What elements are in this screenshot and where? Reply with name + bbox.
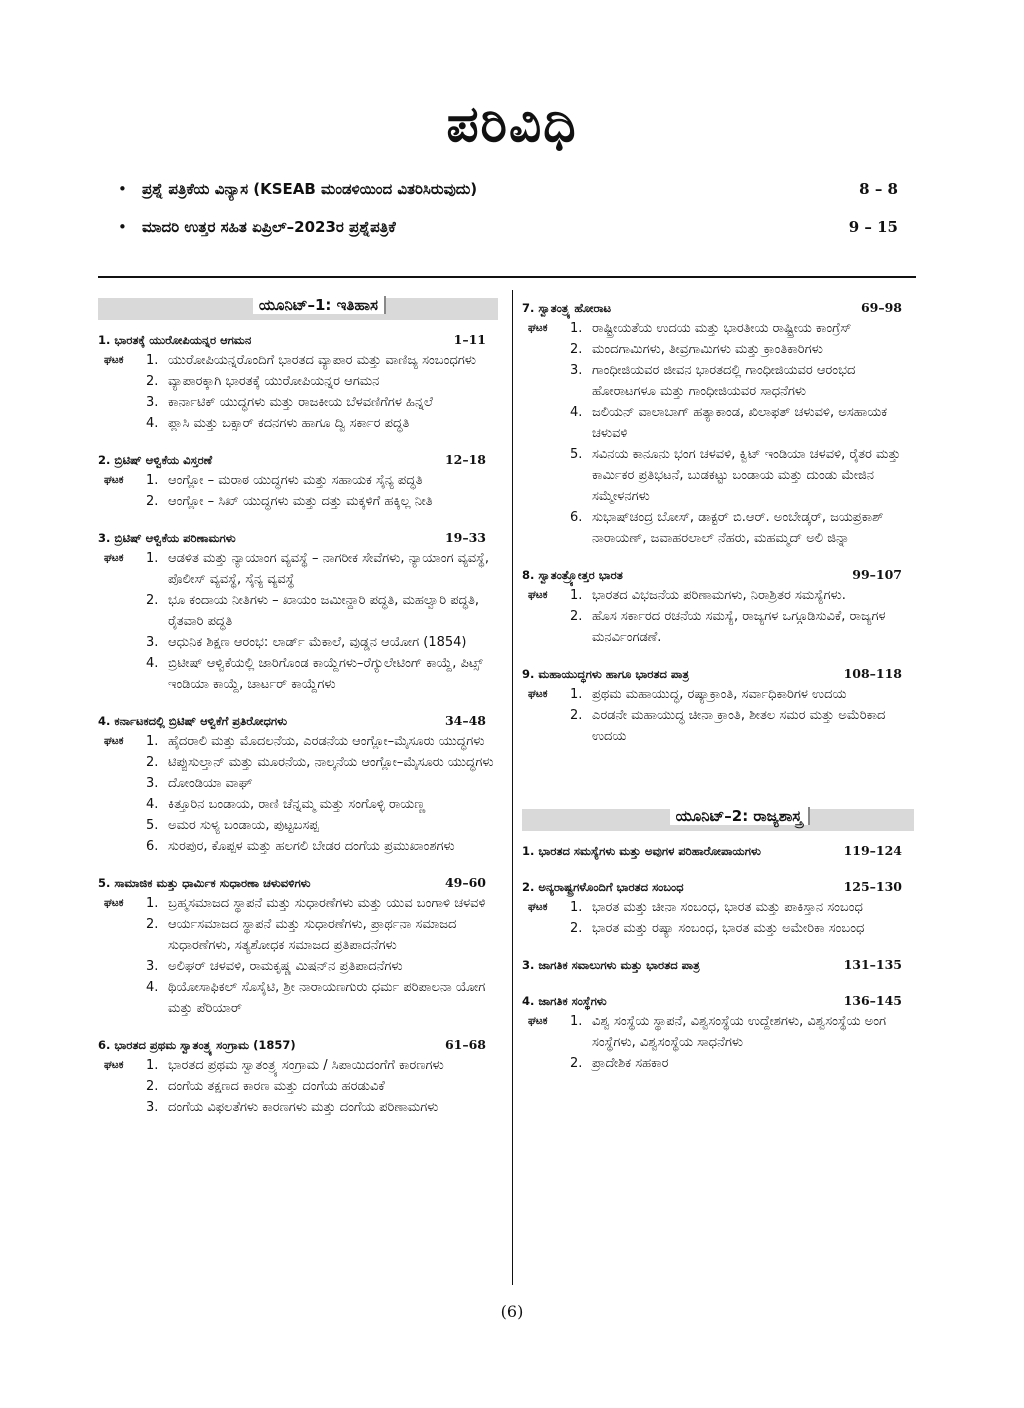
topic-number: 2. [146, 374, 159, 389]
chapter-title: 4. ಕರ್ನಾಟಕದಲ್ಲಿ ಬ್ರಿಟಿಷ್ ಆಳ್ವಿಕೆಗೆ ಪ್ರತಿರೋಧಗಳು [98, 714, 288, 728]
topic-text: ಭಾರತ ಮತ್ತು ರಷ್ಯಾ ಸಂಬಂಧ, ಭಾರತ ಮತ್ತು ಅಮೇರಿಕಾ ಸಂಬಂಧ [592, 921, 865, 936]
chapter-heading [98, 330, 498, 350]
chapter-heading [98, 1035, 498, 1055]
top-item-pages: 8 – 8 [859, 180, 898, 198]
topic-text: ಮಂದಗಾಮಿಗಳು, ತೀವ್ರಗಾಮಿಗಳು ಮತ್ತು ಕ್ರಾಂತಿಕಾರಿಗಳು [592, 342, 823, 357]
topic-item [522, 444, 914, 507]
topics-label: ಘಟಕ [528, 589, 548, 601]
topic-text: ಆಡಳಿತ ಮತ್ತು ನ್ಯಾಯಾಂಗ ವ್ಯವಸ್ಥೆ – ನಾಗರೀಕ ಸೇವೆಗಳು, ನ್ಯಾಯಾಂಗ ವ್ಯವಸ್ಥೆ, ಪೊಲೀಸ್ ವ್ಯವಸ್ಥೆ, ಸೈನ್ಯ ವ್ಯವಸ್ಥೆ [168, 551, 489, 587]
topic-number: 2. [570, 708, 583, 723]
topic-number: 1. [146, 896, 159, 911]
topic-item [98, 815, 498, 836]
topic-number: 1. [146, 353, 159, 368]
topic-item [98, 371, 498, 392]
topic-text: ಬ್ರಿಟೀಷ್ ಆಳ್ವಿಕೆಯಲ್ಲಿ ಜಾರಿಗೊಂಡ ಕಾಯ್ದೆಗಳು–ರೆಗ್ಯುಲೇಟಿಂಗ್ ಕಾಯ್ದೆ, ಪಿಟ್ಸ್ ಇಂಡಿಯಾ ಕಾಯ್ದೆ, ಚಾರ್ಟರ್ ಕಾಯ್ದೆಗಳು [168, 656, 483, 692]
topic-text: ಕಾರ್ನಾಟಿಕ್ ಯುದ್ಧಗಳು ಮತ್ತು ರಾಜಕೀಯ ಬೆಳವಣಿಗೆಗಳ ಹಿನ್ನಲೆ [168, 395, 433, 410]
topic-item [98, 1076, 498, 1097]
topic-text: ದಂಗೆಯ ವಿಫಲತೆಗಳು ಕಾರಣಗಳು ಮತ್ತು ದಂಗೆಯ ಪರಿಣಾಮಗಳು [168, 1100, 439, 1115]
chapter [98, 711, 498, 857]
topic-text: ಟಿಪ್ಪುಸುಲ್ತಾನ್ ಮತ್ತು ಮೂರನೆಯ, ನಾಲ್ಕನೆಯ ಆಂಗ್ಲೋ–ಮೈಸೂರು ಯುದ್ಧಗಳು [168, 755, 494, 770]
chapter [98, 528, 498, 695]
topic-text: ಆಂಗ್ಲೋ – ಮರಾಠ ಯುದ್ಧಗಳು ಮತ್ತು ಸಹಾಯಕ ಸೈನ್ಯ ಪದ್ಧತಿ [168, 473, 423, 488]
topic-text: ಪ್ರಥಮ ಮಹಾಯುದ್ಧ, ರಷ್ಯಾಕ್ರಾಂತಿ, ಸರ್ವಾಧಿಕಾರಿಗಳ ಉದಯ [592, 687, 847, 702]
chapter [522, 298, 914, 549]
topic-number: 4. [146, 980, 159, 995]
chapter-heading [522, 877, 914, 897]
topics-block [522, 897, 914, 939]
topic-item [522, 318, 914, 339]
topic-number: 2. [146, 917, 159, 932]
topic-text: ಬ್ರಹ್ಮಸಮಾಜದ ಸ್ಥಾಪನೆ ಮತ್ತು ಸುಧಾರಣೆಗಳು ಮತ್ತು ಯುವ ಬಂಗಾಳಿ ಚಳವಳಿ [168, 896, 486, 911]
chapter-pages: 1–11 [453, 332, 486, 347]
topic-text: ಯುರೋಪಿಯನ್ನರೊಂದಿಗೆ ಭಾರತದ ವ್ಯಾಪಾರ ಮತ್ತು ವಾಣಿಜ್ಯ ಸಂಬಂಧಗಳು [168, 353, 476, 368]
topics-block [522, 318, 914, 549]
topic-number: 3. [146, 635, 159, 650]
horizontal-rule [98, 276, 916, 278]
chapter-pages: 108–118 [843, 666, 902, 681]
topic-item [522, 360, 914, 402]
topic-number: 6. [146, 839, 159, 854]
topics-block [98, 893, 498, 1019]
right-column [522, 298, 914, 1090]
topic-item [522, 402, 914, 444]
topic-number: 2. [570, 1056, 583, 1071]
chapter-pages: 19–33 [444, 530, 486, 545]
chapter-title: 3. ಬ್ರಿಟಿಷ್ ಆಳ್ವಿಕೆಯ ಪರಿಣಾಮಗಳು [98, 531, 236, 545]
topic-number: 2. [570, 921, 583, 936]
topic-item [98, 632, 498, 653]
chapter-list [98, 330, 498, 1118]
chapter-heading [522, 955, 914, 975]
topic-item [522, 1011, 914, 1053]
chapter-title: 9. ಮಹಾಯುದ್ಧಗಳು ಹಾಗೂ ಭಾರತದ ಪಾತ್ರ [522, 667, 689, 681]
topic-text: ಭಾರತದ ವಿಭಜನೆಯ ಪರಿಣಾಮಗಳು, ನಿರಾಶ್ರಿತರ ಸಮಸ್ಯೆಗಳು. [592, 588, 846, 603]
chapter [98, 450, 498, 512]
chapter-pages: 99–107 [852, 567, 902, 582]
chapter-pages: 136–145 [843, 993, 902, 1008]
chapter [522, 955, 914, 975]
bullet-icon: • [118, 180, 127, 198]
topic-item [98, 773, 498, 794]
chapter-title: 6. ಭಾರತದ ಪ್ರಥಮ ಸ್ವಾತಂತ್ರ್ಯ ಸಂಗ್ರಾಮ (1857) [98, 1038, 296, 1052]
topic-number: 2. [146, 1079, 159, 1094]
topics-label: ಘಟಕ [528, 688, 548, 700]
topic-item [98, 914, 498, 956]
topic-item [98, 893, 498, 914]
topics-label: ಘಟಕ [528, 1015, 548, 1027]
topic-number: 2. [146, 593, 159, 608]
topic-number: 3. [146, 776, 159, 791]
topics-block [98, 1055, 498, 1118]
unit-header [98, 298, 498, 320]
topic-number: 3. [146, 1100, 159, 1115]
chapter [522, 565, 914, 648]
topic-item [98, 956, 498, 977]
chapter-heading [98, 873, 498, 893]
topic-item [98, 752, 498, 773]
topic-number: 1. [570, 588, 583, 603]
topic-number: 5. [570, 447, 583, 462]
topics-label: ಘಟಕ [104, 354, 124, 366]
topic-text: ಭಾರತದ ಪ್ರಥಮ ಸ್ವಾತಂತ್ರ್ಯ ಸಂಗ್ರಾಮ / ಸಿಪಾಯಿದಂಗೆಗೆ ಕಾರಣಗಳು [168, 1058, 444, 1073]
top-item-pages: 9 – 15 [848, 218, 898, 236]
page-title: ಪರಿವಿಧಿ [446, 95, 578, 153]
topic-item [98, 392, 498, 413]
topic-item [522, 918, 914, 939]
topic-number: 1. [570, 321, 583, 336]
topics-block [98, 731, 498, 857]
topic-item [98, 470, 498, 491]
topic-text: ವ್ಯಾಪಾರಕ್ಕಾಗಿ ಭಾರತಕ್ಕೆ ಯುರೋಪಿಯನ್ನರ ಆಗಮನ [168, 374, 380, 389]
topic-number: 3. [570, 363, 583, 378]
topic-text: ಹೈದರಾಲಿ ಮತ್ತು ಮೊದಲನೆಯ, ಎರಡನೆಯ ಆಂಗ್ಲೋ–ಮೈಸೂರು ಯುದ್ಧಗಳು [168, 734, 485, 749]
chapter-title: 1. ಭಾರತದ ಸಮಸ್ಯೆಗಳು ಮತ್ತು ಅವುಗಳ ಪರಿಹಾರೋಪಾಯಗಳು [522, 844, 761, 858]
topics-label: ಘಟಕ [104, 1059, 124, 1071]
topic-number: 1. [146, 1058, 159, 1073]
topic-item [522, 606, 914, 648]
chapter-title: 3. ಜಾಗತಿಕ ಸವಾಲುಗಳು ಮತ್ತು ಭಾರತದ ಪಾತ್ರ [522, 958, 700, 972]
topic-number: 2. [146, 755, 159, 770]
topic-text: ಜಲಿಯನ್ ವಾಲಾಬಾಗ್ ಹತ್ಯಾಕಾಂಡ, ಖಿಲಾಫತ್ ಚಳುವಳಿ, ಅಸಹಾಯಕ ಚಳುವಳಿ [592, 405, 888, 441]
chapter-pages: 131–135 [843, 957, 902, 972]
topics-label: ಘಟಕ [528, 322, 548, 334]
topics-label: ಘಟಕ [104, 897, 124, 909]
topics-label: ಘಟಕ [104, 552, 124, 564]
chapter-title: 1. ಭಾರತಕ್ಕೆ ಯುರೋಪಿಯನ್ನರ ಆಗಮನ [98, 333, 252, 347]
chapter-pages: 61–68 [444, 1037, 486, 1052]
chapter [98, 1035, 498, 1118]
topic-text: ಆಂಗ್ಲೋ – ಸಿಖ್ ಯುದ್ಧಗಳು ಮತ್ತು ದತ್ತು ಮಕ್ಕಳಿಗೆ ಹಕ್ಕಿಲ್ಲ ನೀತಿ [168, 494, 433, 509]
chapter [522, 991, 914, 1074]
column-divider [512, 290, 513, 1285]
chapter-pages: 34–48 [444, 713, 486, 728]
top-list [118, 180, 898, 208]
chapter [98, 873, 498, 1019]
chapter-pages: 12–18 [444, 452, 486, 467]
topic-text: ಪ್ರಾದೇಶಿಕ ಸಹಕಾರ [592, 1056, 669, 1071]
topic-item [98, 977, 498, 1019]
chapter-pages: 119–124 [843, 843, 902, 858]
page-number: (6) [500, 1302, 524, 1321]
topic-number: 5. [146, 818, 159, 833]
topic-number: 1. [146, 734, 159, 749]
chapter-heading [98, 528, 498, 548]
chapter [522, 841, 914, 861]
topic-item [98, 590, 498, 632]
topic-text: ಗಾಂಧೀಜಿಯವರ ಜೀವನ ಭಾರತದಲ್ಲಿ ಗಾಂಧೀಜಿಯವರ ಆರಂಭದ ಹೋರಾಟಗಳೂ ಮತ್ತು ಗಾಂಧೀಜಿಯವರ ಸಾಧನೆಗಳು [592, 363, 856, 399]
chapter-pages: 49–60 [444, 875, 486, 890]
unit-title: ಯೂನಿಟ್–1: ಇತಿಹಾಸ [253, 296, 386, 314]
chapter-pages: 125–130 [843, 879, 902, 894]
unit-title: ಯೂನಿಟ್–2: ರಾಜ್ಯಶಾಸ್ತ್ರ [670, 807, 810, 825]
topic-number: 3. [146, 959, 159, 974]
chapter-heading [98, 711, 498, 731]
topic-text: ದಂಗೆಯ ತಕ್ಷಣದ ಕಾರಣ ಮತ್ತು ದಂಗೆಯ ಹರಡುವಿಕೆ [168, 1079, 385, 1094]
top-item [118, 180, 898, 208]
topic-text: ಸವಿನಯ ಕಾನೂನು ಭಂಗ ಚಳವಳಿ, ಕ್ವಿಟ್ ಇಂಡಿಯಾ ಚಳವಳಿ, ರೈತರ ಮತ್ತು ಕಾರ್ಮಿಕರ ಪ್ರತಿಭಟನೆ, ಬುಡಕಟ್ಟು ಬಂಡಾಯ ಮತ್ತು ದುಂಡು ಮೇಜಿನ ಸಮ್ಮೇಳನಗಳು [592, 447, 901, 504]
topics-block [522, 684, 914, 747]
topic-number: 4. [146, 797, 159, 812]
chapter [98, 330, 498, 434]
topic-number: 2. [570, 342, 583, 357]
topic-text: ಭಾರತ ಮತ್ತು ಚೀನಾ ಸಂಬಂಧ, ಭಾರತ ಮತ್ತು ಪಾಕಿಸ್ತಾನ ಸಂಬಂಧ [592, 900, 863, 915]
bullet-icon: • [118, 218, 127, 236]
topic-item [522, 705, 914, 747]
topic-text: ಹೊಸ ಸರ್ಕಾರದ ರಚನೆಯ ಸಮಸ್ಯೆ, ರಾಜ್ಯಗಳ ಒಗ್ಗೂಡಿಸುವಿಕೆ, ರಾಜ್ಯಗಳ ಮನರ್ವಿಂಗಡಣೆ. [592, 609, 886, 645]
topic-text: ಎರಡನೇ ಮಹಾಯುದ್ಧ ಚೀನಾ ಕ್ರಾಂತಿ, ಶೀತಲ ಸಮರ ಮತ್ತು ಅಮೆರಿಕಾದ ಉದಯ [592, 708, 886, 744]
chapter-title: 5. ಸಾಮಾಜಿಕ ಮತ್ತು ಧಾರ್ಮಿಕ ಸುಧಾರಣಾ ಚಳುವಳಿಗಳು [98, 876, 311, 890]
chapter-heading [522, 565, 914, 585]
topic-item [522, 339, 914, 360]
chapter-heading [522, 664, 914, 684]
topic-number: 3. [146, 395, 159, 410]
topic-item [98, 794, 498, 815]
topic-text: ಅಮರ ಸುಳ್ಯ ಬಂಡಾಯ, ಪುಟ್ಟಬಸಪ್ಪ [168, 818, 319, 833]
topic-text: ಭೂ ಕಂದಾಯ ನೀತಿಗಳು – ಖಾಯಂ ಜಮೀನ್ದಾರಿ ಪದ್ಧತಿ, ಮಹಲ್ವಾರಿ ಪದ್ಧತಿ, ರೈತವಾರಿ ಪದ್ಧತಿ [168, 593, 480, 629]
topic-item [98, 653, 498, 695]
chapter-title: 7. ಸ್ವಾತಂತ್ರ್ಯ ಹೋರಾಟ [522, 301, 612, 315]
chapter-title: 8. ಸ್ವಾತಂತ್ರ್ಯೋತ್ತರ ಭಾರತ [522, 568, 623, 582]
topic-text: ಥಿಯೋಸಾಫಿಕಲ್ ಸೊಸೈಟಿ, ಶ್ರೀ ನಾರಾಯಣಗುರು ಧರ್ಮ ಪರಿಪಾಲನಾ ಯೋಗ ಮತ್ತು ಪೆರಿಯಾರ್ [168, 980, 486, 1016]
topic-number: 4. [570, 405, 583, 420]
topic-item [98, 350, 498, 371]
topic-text: ಸುಭಾಷ್‌ಚಂದ್ರ ಬೋಸ್, ಡಾಕ್ಟರ್ ಬಿ.ಆರ್. ಅಂಬೇಡ್ಕರ್, ಜಯಪ್ರಕಾಶ್ ನಾರಾಯಣ್, ಜವಾಹರಲಾಲ್ ನೆಹರು, ಮಹಮ್ಮದ್ ಅಲಿ ಜಿನ್ನಾ [592, 510, 884, 546]
unit-header [522, 809, 914, 831]
topic-text: ಅಲಿಘರ್ ಚಳವಳಿ, ರಾಮಕೃಷ್ಣ ಮಿಷನ್‌ನ ಪ್ರತಿಪಾದನೆಗಳು [168, 959, 403, 974]
topics-label: ಘಟಕ [104, 735, 124, 747]
topics-block [522, 1011, 914, 1074]
topic-text: ಕಿತ್ತೂರಿನ ಬಂಡಾಯ, ರಾಣಿ ಚೆನ್ನಮ್ಮ ಮತ್ತು ಸಂಗೊಳ್ಳಿ ರಾಯಣ್ಣ [168, 797, 426, 812]
topic-number: 2. [570, 609, 583, 624]
chapter [522, 664, 914, 747]
chapter-heading [522, 991, 914, 1011]
topic-item [98, 491, 498, 512]
topic-number: 4. [146, 416, 159, 431]
chapter-heading [522, 841, 914, 861]
topic-item [522, 897, 914, 918]
topics-label: ಘಟಕ [104, 474, 124, 486]
topic-number: 1. [570, 900, 583, 915]
topic-item [98, 731, 498, 752]
topics-label: ಘಟಕ [528, 901, 548, 913]
chapter-title: 2. ಅನ್ಯರಾಷ್ಟ್ರಗಳೊಂದಿಗೆ ಭಾರತದ ಸಂಬಂಧ [522, 880, 684, 894]
chapter-heading [522, 298, 914, 318]
topic-number: 6. [570, 510, 583, 525]
top-item-text: ಮಾದರಿ ಉತ್ತರ ಸಹಿತ ಏಪ್ರಿಲ್–2023ರ ಪ್ರಶ್ನೆಪತ್ರಿಕೆ [142, 218, 396, 236]
topic-text: ಸುರಪುರ, ಕೊಪ್ಪಳ ಮತ್ತು ಹಲಗಲಿ ಬೇಡರ ದಂಗೆಯ ಪ್ರಮುಖಾಂಶಗಳು [168, 839, 455, 854]
chapter [522, 877, 914, 939]
chapter-list [522, 841, 914, 1074]
topic-text: ದೋಂಡಿಯಾ ವಾಘ್ [168, 776, 253, 791]
chapter-list [522, 298, 914, 747]
top-list [118, 218, 898, 246]
topic-number: 1. [146, 551, 159, 566]
topic-item [522, 1053, 914, 1074]
chapter-title: 2. ಬ್ರಿಟಿಷ್ ಆಳ್ವಿಕೆಯ ವಿಸ್ತರಣೆ [98, 453, 213, 467]
chapter-pages: 69–98 [860, 300, 902, 315]
topic-number: 1. [146, 473, 159, 488]
topic-item [98, 1097, 498, 1118]
topic-text: ಆರ್ಯಸಮಾಜದ ಸ್ಥಾಪನೆ ಮತ್ತು ಸುಧಾರಣೆಗಳು, ಪ್ರಾರ್ಥನಾ ಸಮಾಜದ ಸುಧಾರಣೆಗಳು, ಸತ್ಯಶೋಧಕ ಸಮಾಜದ ಪ್ರತಿಪಾದನೆಗಳು [168, 917, 457, 953]
topic-item [98, 1055, 498, 1076]
left-column [98, 298, 498, 1134]
topics-block [98, 350, 498, 434]
top-item-text: ಪ್ರಶ್ನೆ ಪತ್ರಿಕೆಯ ವಿನ್ಯಾಸ (KSEAB ಮಂಡಳಿಯಿಂದ ವಿತರಿಸಿರುವುದು) [142, 180, 478, 198]
topic-text: ರಾಷ್ಟ್ರೀಯತೆಯ ಉದಯ ಮತ್ತು ಭಾರತೀಯ ರಾಷ್ಟ್ರೀಯ ಕಾಂಗ್ರೆಸ್ [592, 321, 852, 336]
topic-number: 1. [570, 687, 583, 702]
chapter-heading [98, 450, 498, 470]
top-item [118, 218, 898, 246]
topic-item [522, 585, 914, 606]
topic-item [522, 507, 914, 549]
topic-number: 2. [146, 494, 159, 509]
topic-number: 4. [146, 656, 159, 671]
topic-text: ಪ್ಲಾಸಿ ಮತ್ತು ಬಕ್ಸಾರ್ ಕದನಗಳು ಹಾಗೂ ದ್ವಿ ಸರ್ಕಾರ ಪದ್ಧತಿ [168, 416, 410, 431]
topic-item [98, 548, 498, 590]
topic-number: 1. [570, 1014, 583, 1029]
topic-text: ವಿಶ್ವ ಸಂಸ್ಥೆಯ ಸ್ಥಾಪನೆ, ವಿಶ್ವಸಂಸ್ಥೆಯ ಉದ್ದೇಶಗಳು, ವಿಶ್ವಸಂಸ್ಥೆಯ ಅಂಗ ಸಂಸ್ಥೆಗಳು, ವಿಶ್ವಸಂಸ್ಥೆಯ ಸಾಧನೆಗಳು [592, 1014, 887, 1050]
chapter-title: 4. ಜಾಗತಿಕ ಸಂಸ್ಥೆಗಳು [522, 994, 607, 1008]
topic-item [98, 836, 498, 857]
topics-block [98, 470, 498, 512]
topic-item [522, 684, 914, 705]
topic-text: ಆಧುನಿಕ ಶಿಕ್ಷಣ ಆರಂಭ: ಲಾರ್ಡ್ ಮೆಕಾಲೆ, ವುಡ್ಡನ ಆಯೋಗ (1854) [168, 635, 467, 650]
topics-block [522, 585, 914, 648]
topics-block [98, 548, 498, 695]
topic-item [98, 413, 498, 434]
